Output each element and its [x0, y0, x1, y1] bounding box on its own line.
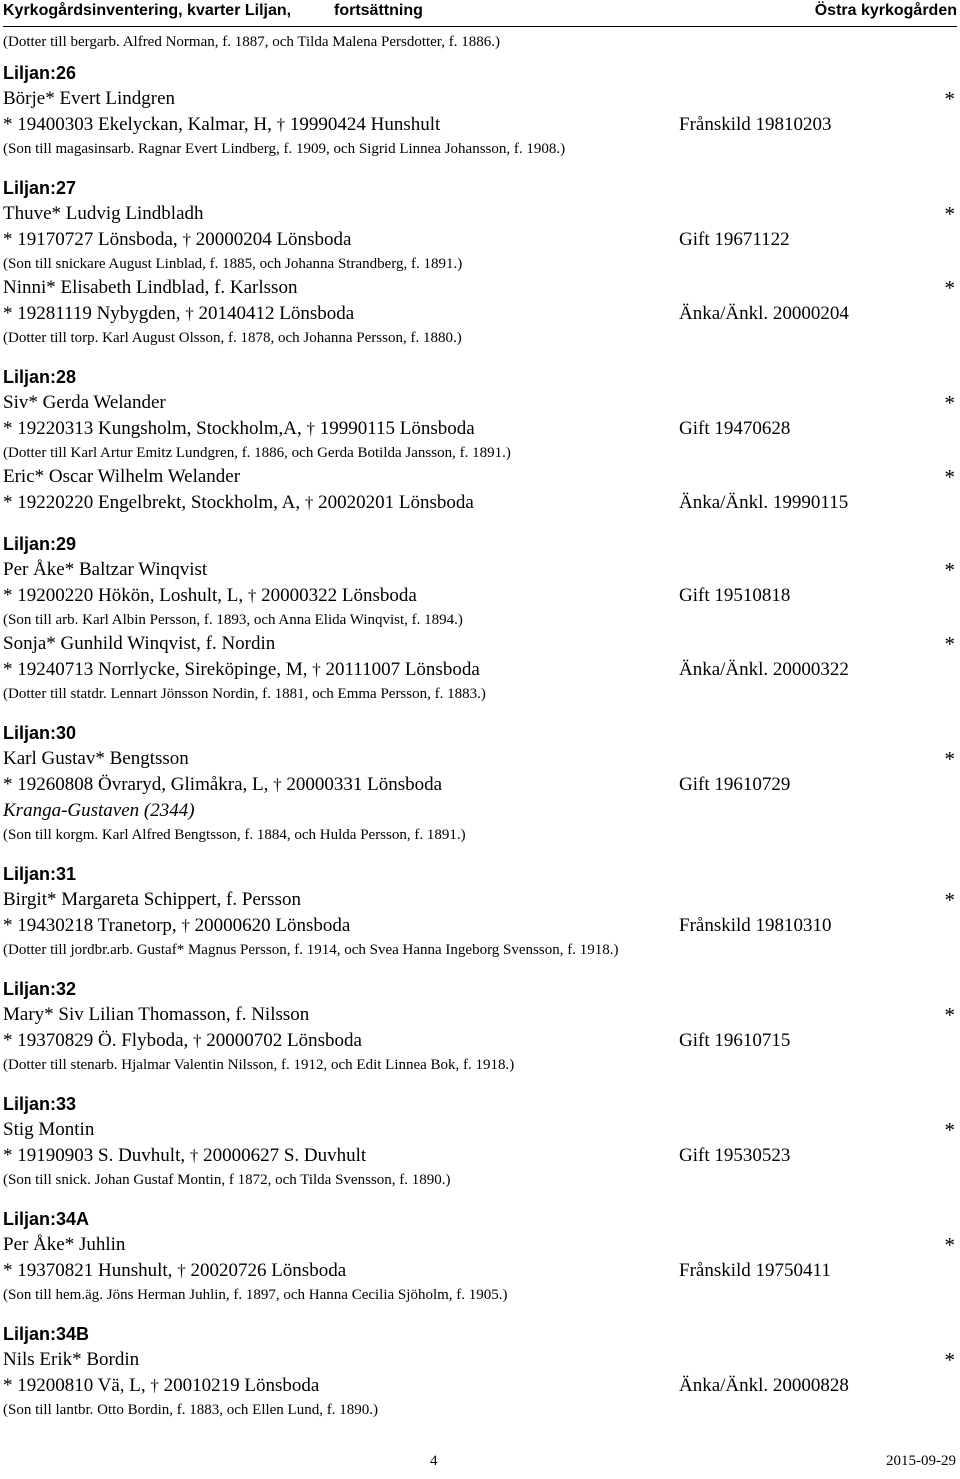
person-parents: (Son till hem.äg. Jöns Herman Juhlin, f. 1897, och Hanna Cecilia Sjöholm, f. 1905.): [3, 1287, 508, 1303]
person-dates-row: [3, 490, 957, 516]
page-header: [3, 2, 957, 24]
plot-spacer: [3, 961, 957, 969]
death-cross-icon: †: [185, 304, 194, 323]
person-name: Nils Erik* Bordin: [3, 1349, 140, 1370]
birth-info: * 19220313 Kungsholm, Stockholm,A,: [3, 418, 302, 439]
death-cross-icon: †: [247, 586, 257, 605]
person-name: Ninni* Elisabeth Lindblad, f. Karlsson: [3, 277, 298, 298]
person-name-row: [3, 275, 957, 301]
star-marker: *: [944, 1233, 955, 1257]
person-name-row: [3, 1117, 957, 1143]
person-name: Per Åke* Baltzar Winqvist: [3, 559, 208, 580]
person-name-row: [3, 887, 957, 913]
marital-status: Frånskild 19750411: [679, 1260, 831, 1281]
birth-info: * 19240713 Norrlycke, Sireköpinge, M,: [3, 659, 308, 680]
star-marker: *: [944, 465, 955, 489]
birth-info: * 19200220 Hökön, Loshult, L,: [3, 585, 244, 606]
person-name: Börje* Evert Lindgren: [3, 88, 176, 109]
star-marker: *: [944, 202, 955, 226]
footer-date: 2015-09-29: [886, 1453, 956, 1469]
page-footer: [0, 1453, 960, 1473]
star-marker: *: [944, 558, 955, 582]
death-info: 20000331 Lönsboda: [286, 774, 443, 795]
death-cross-icon: †: [312, 660, 321, 679]
star-marker: *: [944, 87, 955, 111]
death-cross-icon: †: [304, 493, 314, 512]
marital-status: Gift 19530523: [679, 1145, 791, 1166]
death-cross-icon: †: [189, 1146, 199, 1165]
death-info: 20140412 Lönsboda: [198, 303, 355, 324]
plot-spacer: [3, 1306, 957, 1314]
person-name-row: [3, 464, 957, 490]
death-info: 20020201 Lönsboda: [318, 492, 474, 513]
birth-info: * 19260808 Övraryd, Glimåkra, L,: [3, 774, 269, 795]
death-cross-icon: †: [193, 1031, 202, 1050]
plot-heading: Liljan:34B: [3, 1324, 90, 1344]
death-cross-icon: †: [306, 419, 315, 438]
death-cross-icon: †: [181, 916, 190, 935]
person-name: Karl Gustav* Bengtsson: [3, 748, 189, 769]
marital-status: Änka/Änkl. 20000828: [679, 1375, 849, 1396]
plot-spacer: [3, 1076, 957, 1084]
star-marker: *: [944, 276, 955, 300]
person-parents: (Son till magasinsarb. Ragnar Evert Lindberg, f. 1909, och Sigrid Linnea Johansson, f. 1908.): [3, 141, 566, 157]
death-info: 20000702 Lönsboda: [206, 1030, 362, 1051]
person-name-row: [3, 1002, 957, 1028]
person-name: Per Åke* Juhlin: [3, 1234, 126, 1255]
marital-status: Gift 19510818: [679, 585, 791, 606]
person-name: Siv* Gerda Welander: [3, 392, 166, 413]
marital-status: Änka/Änkl. 20000204: [679, 303, 849, 324]
star-marker: *: [944, 632, 955, 656]
death-info: 20111007 Lönsboda: [325, 659, 480, 680]
person-dates-row: [3, 1143, 957, 1169]
person-name-row: [3, 1232, 957, 1258]
person-name: Thuve* Ludvig Lindbladh: [3, 203, 204, 224]
person-name-row: [3, 746, 957, 772]
person-dates-row: [3, 301, 957, 327]
person-name: Eric* Oscar Wilhelm Welander: [3, 466, 241, 487]
birth-info: * 19170727 Lönsboda,: [3, 229, 178, 250]
marital-status: Frånskild 19810203: [679, 114, 832, 135]
plot-heading: Liljan:34A: [3, 1209, 90, 1229]
person-parents: (Son till snick. Johan Gustaf Montin, f 1872, och Tilda Svensson, f. 1890.): [3, 1172, 451, 1188]
header-cemetery: Östra kyrkogården: [814, 2, 957, 19]
marital-status: Gift 19671122: [679, 229, 790, 250]
plot-heading: Liljan:28: [3, 367, 77, 387]
person-name-row: [3, 631, 957, 657]
person-parents: (Dotter till stenarb. Hjalmar Valentin Nilsson, f. 1912, och Edit Linnea Bok, f. 1918.): [3, 1057, 515, 1073]
person-name-row: [3, 557, 957, 583]
star-marker: *: [944, 747, 955, 771]
death-info: 20000620 Lönsboda: [194, 915, 351, 936]
person-dates-row: [3, 112, 957, 138]
person-dates-row: [3, 1028, 957, 1054]
star-marker: *: [944, 1348, 955, 1372]
star-marker: *: [944, 1118, 955, 1142]
inventory-content: [3, 31, 957, 1429]
death-info: 20010219 Lönsboda: [163, 1375, 320, 1396]
plot-heading: Liljan:29: [3, 534, 77, 554]
person-parents: (Son till arb. Karl Albin Persson, f. 1893, och Anna Elida Winqvist, f. 1894.): [3, 612, 463, 628]
person-parents: (Dotter till jordbr.arb. Gustaf* Magnus Persson, f. 1914, och Svea Hanna Ingeborg Svensson, f. 1918.): [3, 942, 619, 958]
death-info: 20000627 S. Duvhult: [203, 1145, 367, 1166]
page-number: 4: [430, 1453, 438, 1469]
person-name: Birgit* Margareta Schippert, f. Persson: [3, 889, 301, 910]
person-dates-row: [3, 913, 957, 939]
birth-info: * 19200810 Vä, L,: [3, 1375, 146, 1396]
death-info: 20000322 Lönsboda: [261, 585, 417, 606]
header-continuation: fortsättning: [334, 2, 423, 19]
plot-spacer: [3, 705, 957, 713]
person-parents: (Dotter till Karl Artur Emitz Lundgren, f. 1886, och Gerda Botilda Jansson, f. 1891.): [3, 445, 511, 461]
birth-info: * 19370829 Ö. Flyboda,: [3, 1030, 189, 1051]
person-name-row: [3, 390, 957, 416]
person-nickname: Kranga-Gustaven (2344): [3, 800, 195, 821]
birth-info: * 19220220 Engelbrekt, Stockholm, A,: [3, 492, 301, 513]
star-marker: *: [944, 888, 955, 912]
person-dates-row: [3, 772, 957, 798]
person-name-row: [3, 86, 957, 112]
marital-status: Gift 19470628: [679, 418, 791, 439]
header-title: Kyrkogårdsinventering, kvarter Liljan,: [3, 2, 292, 19]
person-parents: (Dotter till torp. Karl August Olsson, f. 1878, och Johanna Persson, f. 1880.): [3, 330, 462, 346]
person-dates-row: [3, 1258, 957, 1284]
birth-info: * 19190903 S. Duvhult,: [3, 1145, 186, 1166]
plot-heading: Liljan:31: [3, 864, 77, 884]
plot-heading: Liljan:33: [3, 1094, 77, 1114]
plot-spacer: [3, 349, 957, 357]
marital-status: Gift 19610729: [679, 774, 791, 795]
death-cross-icon: †: [177, 1261, 186, 1280]
marital-status: Änka/Änkl. 20000322: [679, 659, 849, 680]
star-marker: *: [944, 391, 955, 415]
marital-status: Änka/Änkl. 19990115: [679, 492, 849, 513]
plot-spacer: [3, 160, 957, 168]
person-parents: (Son till korgm. Karl Alfred Bengtsson, f. 1884, och Hulda Persson, f. 1891.): [3, 827, 466, 843]
header-divider: [3, 26, 957, 27]
person-parents: (Dotter till statdr. Lennart Jönsson Nordin, f. 1881, och Emma Persson, f. 1883.): [3, 686, 486, 702]
plot-heading: Liljan:32: [3, 979, 77, 999]
person-name-row: [3, 201, 957, 227]
person-parents: (Son till lantbr. Otto Bordin, f. 1883, och Ellen Lund, f. 1890.): [3, 1402, 378, 1418]
person-dates-row: [3, 583, 957, 609]
death-cross-icon: †: [276, 115, 286, 134]
birth-info: * 19370821 Hunshult,: [3, 1260, 173, 1281]
death-info: 20020726 Lönsboda: [190, 1260, 347, 1281]
death-info: 19990115 Lönsboda: [319, 418, 475, 439]
star-marker: *: [944, 1003, 955, 1027]
death-cross-icon: †: [182, 230, 191, 249]
birth-info: * 19281119 Nybygden,: [3, 303, 181, 324]
marital-status: Frånskild 19810310: [679, 915, 832, 936]
plot-heading: Liljan:26: [3, 63, 77, 83]
birth-info: * 19430218 Tranetorp,: [3, 915, 177, 936]
person-dates-row: [3, 227, 957, 253]
person-name: Sonja* Gunhild Winqvist, f. Nordin: [3, 633, 276, 654]
person-name-row: [3, 1347, 957, 1373]
death-cross-icon: †: [273, 775, 282, 794]
plot-spacer: [3, 1191, 957, 1199]
birth-info: * 19400303 Ekelyckan, Kalmar, H,: [3, 114, 272, 135]
person-name: Stig Montin: [3, 1119, 95, 1140]
parents-carry: (Dotter till bergarb. Alfred Norman, f. 1887, och Tilda Malena Persdotter, f. 1886.): [3, 34, 500, 50]
death-info: 19990424 Hunshult: [289, 114, 441, 135]
plot-heading: Liljan:27: [3, 178, 77, 198]
plot-spacer: [3, 1421, 957, 1429]
plot-heading: Liljan:30: [3, 723, 77, 743]
death-cross-icon: †: [150, 1376, 159, 1395]
person-dates-row: [3, 1373, 957, 1399]
person-dates-row: [3, 416, 957, 442]
death-info: 20000204 Lönsboda: [195, 229, 352, 250]
person-dates-row: [3, 657, 957, 683]
plot-spacer: [3, 516, 957, 524]
person-name: Mary* Siv Lilian Thomasson, f. Nilsson: [3, 1004, 310, 1025]
marital-status: Gift 19610715: [679, 1030, 791, 1051]
plot-spacer: [3, 846, 957, 854]
person-parents: (Son till snickare August Linblad, f. 1885, och Johanna Strandberg, f. 1891.): [3, 256, 463, 272]
